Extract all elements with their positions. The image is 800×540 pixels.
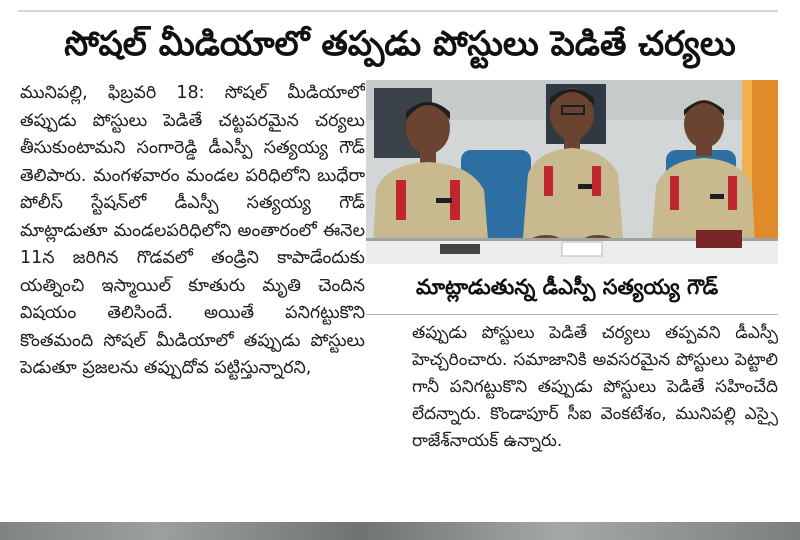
next-article-image-strip [0,522,800,540]
photo-caption: మాట్లాడుతున్న డీఎస్పీ సత్యయ్య గౌడ్ [416,275,719,299]
article-headline: సోషల్ మీడియాలో తప్పడు పోస్టులు పెడితే చర్యలు [64,24,736,64]
caption-divider [366,314,778,315]
article-photo [366,80,778,264]
article-body-right: తప్పుడు పోస్టులు పెడితే చర్యలు తప్పవని డీఎస్పీ హెచ్చరించారు. సమాజానికి అవసరమైన పోస్టులు పెట్టాలి గానీ పనిగట్టుకొని తప్పుడు పోస్టులు పెడితే సహించేది లేదన్నారు. కొండాపూర్ సీఐ వెంకటేశం, మునిపల్లి ఎస్సై రాజేశ్‌నాయక్ ఉన్నారు. [412,323,778,451]
article-body-left: మునిపల్లి, ఫిబ్రవరి 18: సోషల్ మీడియాలో తప్పుడు పోస్టులు పెడితే చట్టపరమైన చర్యలు తీసుకుంటామని సంగారెడ్డి డీఎస్పీ సత్యయ్య గౌడ్ తెలిపారు. మంగళవారం మండల పరిధిలోని బుధేరా పోలీస్ స్టేషన్‌లో డీఎస్పీ సత్యయ్య గౌడ్ మాట్లాడుతూ మండలపరిధిలోని అంతారంలో ఈనెల 11న జరిగిన గొడవలో తండ్రిని కాపాడేందుకు యత్నించి ఇస్మాయిల్ కూతురు మృతి చెందిన విషయం తెలిసిందే. అయితే పనిగట్టుకొని కొంతమంది సోషల్ మీడియాలో తప్పుడు పోస్టులు పెడుతూ ప్రజలను తప్పుదోవ పట్టిస్తున్నారని, [20,83,365,378]
article-body-right-column [412,320,778,516]
article-body-left-column [20,80,365,512]
police-officers-photo [366,80,778,264]
top-rule [18,10,778,12]
